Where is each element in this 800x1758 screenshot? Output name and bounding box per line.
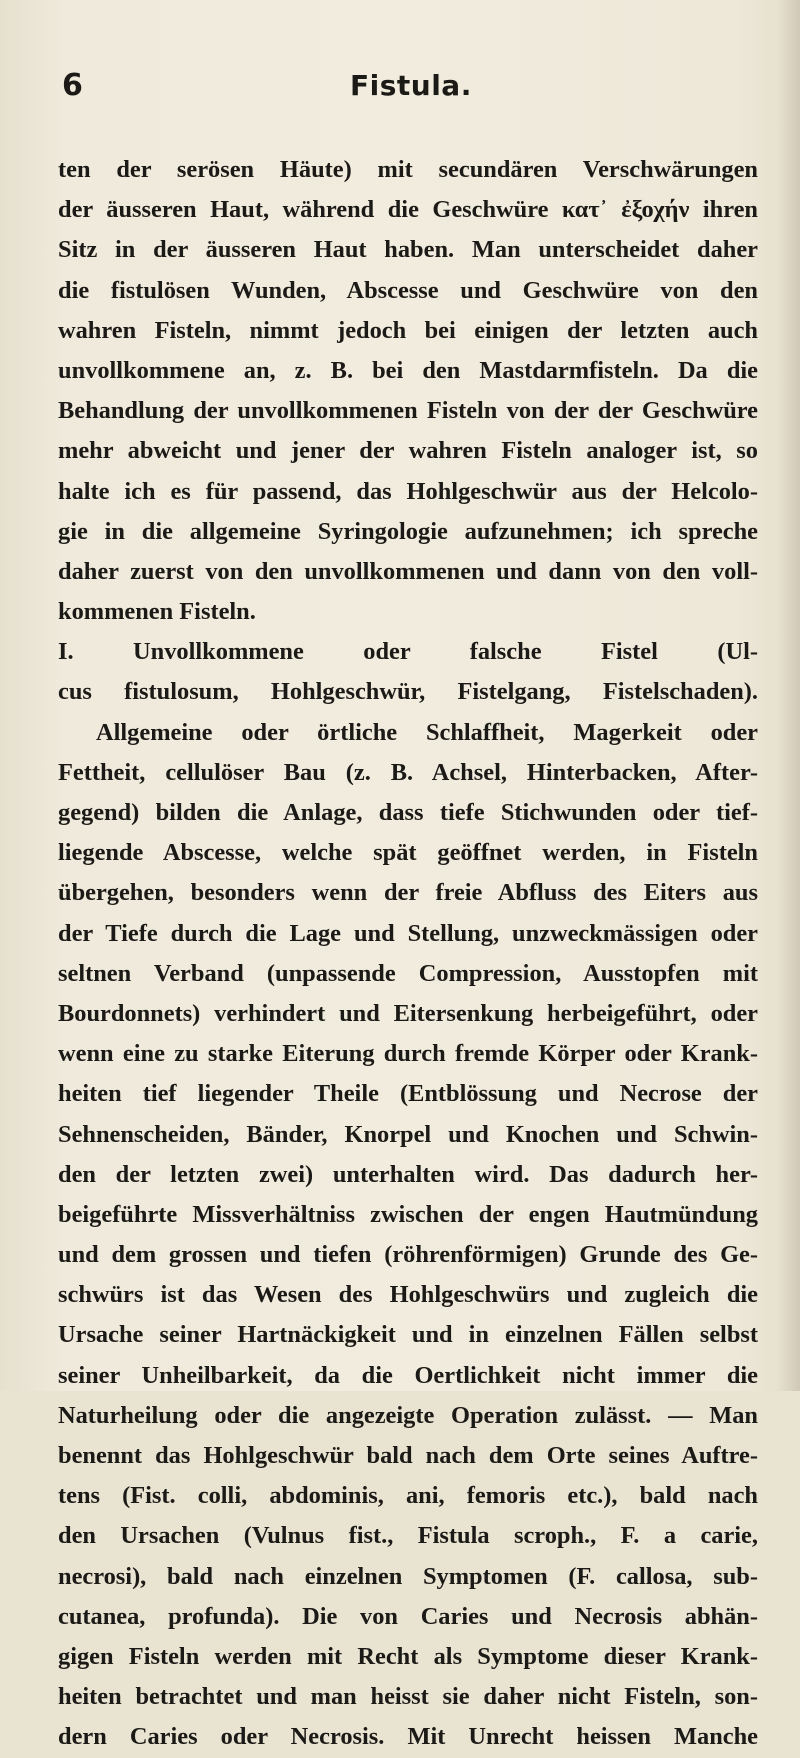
text-line: den Ursachen (Vulnus fist., Fistula scroph., F. a carie, xyxy=(58,1522,758,1550)
text-line: Bourdonnets) verhindert und Eitersenkung herbeigeführt, oder xyxy=(58,999,758,1027)
text-line: tens (Fist. colli, abdominis, ani, femoris etc.), bald nach xyxy=(58,1482,758,1510)
text-line: übergehen, besonders wenn der freie Abfluss des Eiters aus xyxy=(58,879,758,907)
page-number: 6 xyxy=(62,68,83,103)
text-line: gegend) bilden die Anlage, dass tiefe Stichwunden oder tief- xyxy=(58,799,758,826)
text-line: daher zuerst von den unvollkommenen und dann von den voll- xyxy=(58,557,758,585)
body-text xyxy=(58,150,758,1758)
text-line: heiten betrachtet und man heisst sie daher nicht Fisteln, son- xyxy=(58,1683,758,1711)
text-line: benennt das Hohlgeschwür bald nach dem Orte seines Auftre- xyxy=(58,1442,758,1469)
text-line: den der letzten zwei) unterhalten wird. Das dadurch her- xyxy=(58,1160,758,1188)
text-line: dern Caries oder Necrosis. Mit Unrecht heissen Manche xyxy=(58,1723,758,1751)
section-heading: I. Unvollkommene oder falsche Fistel (Ul- xyxy=(58,638,758,666)
text-line: die fistulösen Wunden, Abscesse und Geschwüre von den xyxy=(58,276,758,304)
text-line: Sehnenscheiden, Bänder, Knorpel und Knochen und Schwin- xyxy=(58,1120,758,1148)
text-line: halte ich es für passend, das Hohlgeschwür aus der Helcolo- xyxy=(58,477,758,505)
text-line: wenn eine zu starke Eiterung durch fremde Körper oder Krank- xyxy=(58,1040,758,1068)
text-line: Sitz in der äusseren Haut haben. Man unterscheidet daher xyxy=(58,236,758,264)
text-line: kommenen Fisteln. xyxy=(58,598,256,626)
page-edge-shadow xyxy=(778,0,800,1391)
running-head: Fistula. xyxy=(350,69,472,102)
text-line: der Tiefe durch die Lage und Stellung, unzweckmässigen oder xyxy=(58,919,758,947)
text-line: Naturheilung oder die angezeigte Operation zulässt. — Man xyxy=(58,1401,758,1429)
text-line: unvollkommene an, z. B. bei den Mastdarmfisteln. Da die xyxy=(58,356,758,384)
text-line: gigen Fisteln werden mit Recht als Symptome dieser Krank- xyxy=(58,1642,758,1670)
text-line: seltnen Verband (unpassende Compression, Ausstopfen mit xyxy=(58,959,758,987)
text-line: Behandlung der unvollkommenen Fisteln von der der Geschwüre xyxy=(58,397,758,425)
text-line: cus fistulosum, Hohlgeschwür, Fistelgang, Fistelschaden). xyxy=(58,678,758,706)
text-line: der äusseren Haut, während die Geschwüre κατ᾽ ἐξοχήν ihren xyxy=(58,196,758,224)
text-line: mehr abweicht und jener der wahren Fisteln analoger ist, so xyxy=(58,437,758,465)
text-line: Allgemeine oder örtliche Schlaffheit, Magerkeit oder xyxy=(96,718,758,746)
text-line: seiner Unheilbarkeit, da die Oertlichkeit nicht immer die xyxy=(58,1361,758,1389)
page-header xyxy=(56,66,746,110)
text-line: Ursache seiner Hartnäckigkeit und in einzelnen Fällen selbst xyxy=(58,1321,758,1349)
text-line: liegende Abscesse, welche spät geöffnet werden, in Fisteln xyxy=(58,839,758,867)
text-line: heiten tief liegender Theile (Entblössung und Necrose der xyxy=(58,1080,758,1108)
text-line: wahren Fisteln, nimmt jedoch bei einigen der letzten auch xyxy=(58,316,758,344)
text-line: ten der serösen Häute) mit secundären Verschwärungen xyxy=(58,156,758,183)
text-line: schwürs ist das Wesen des Hohlgeschwürs und zugleich die xyxy=(58,1281,758,1309)
text-line: necrosi), bald nach einzelnen Symptomen (F. callosa, sub- xyxy=(58,1562,758,1590)
text-line: cutanea, profunda). Die von Caries und Necrosis abhän- xyxy=(58,1602,758,1630)
text-line: beigeführte Missverhältniss zwischen der engen Hautmündung xyxy=(58,1200,758,1228)
text-line: gie in die allgemeine Syringologie aufzunehmen; ich spreche xyxy=(58,517,758,545)
text-line: und dem grossen und tiefen (röhrenförmigen) Grunde des Ge- xyxy=(58,1241,758,1269)
text-line: Fettheit, cellulöser Bau (z. B. Achsel, Hinterbacken, After- xyxy=(58,758,758,786)
